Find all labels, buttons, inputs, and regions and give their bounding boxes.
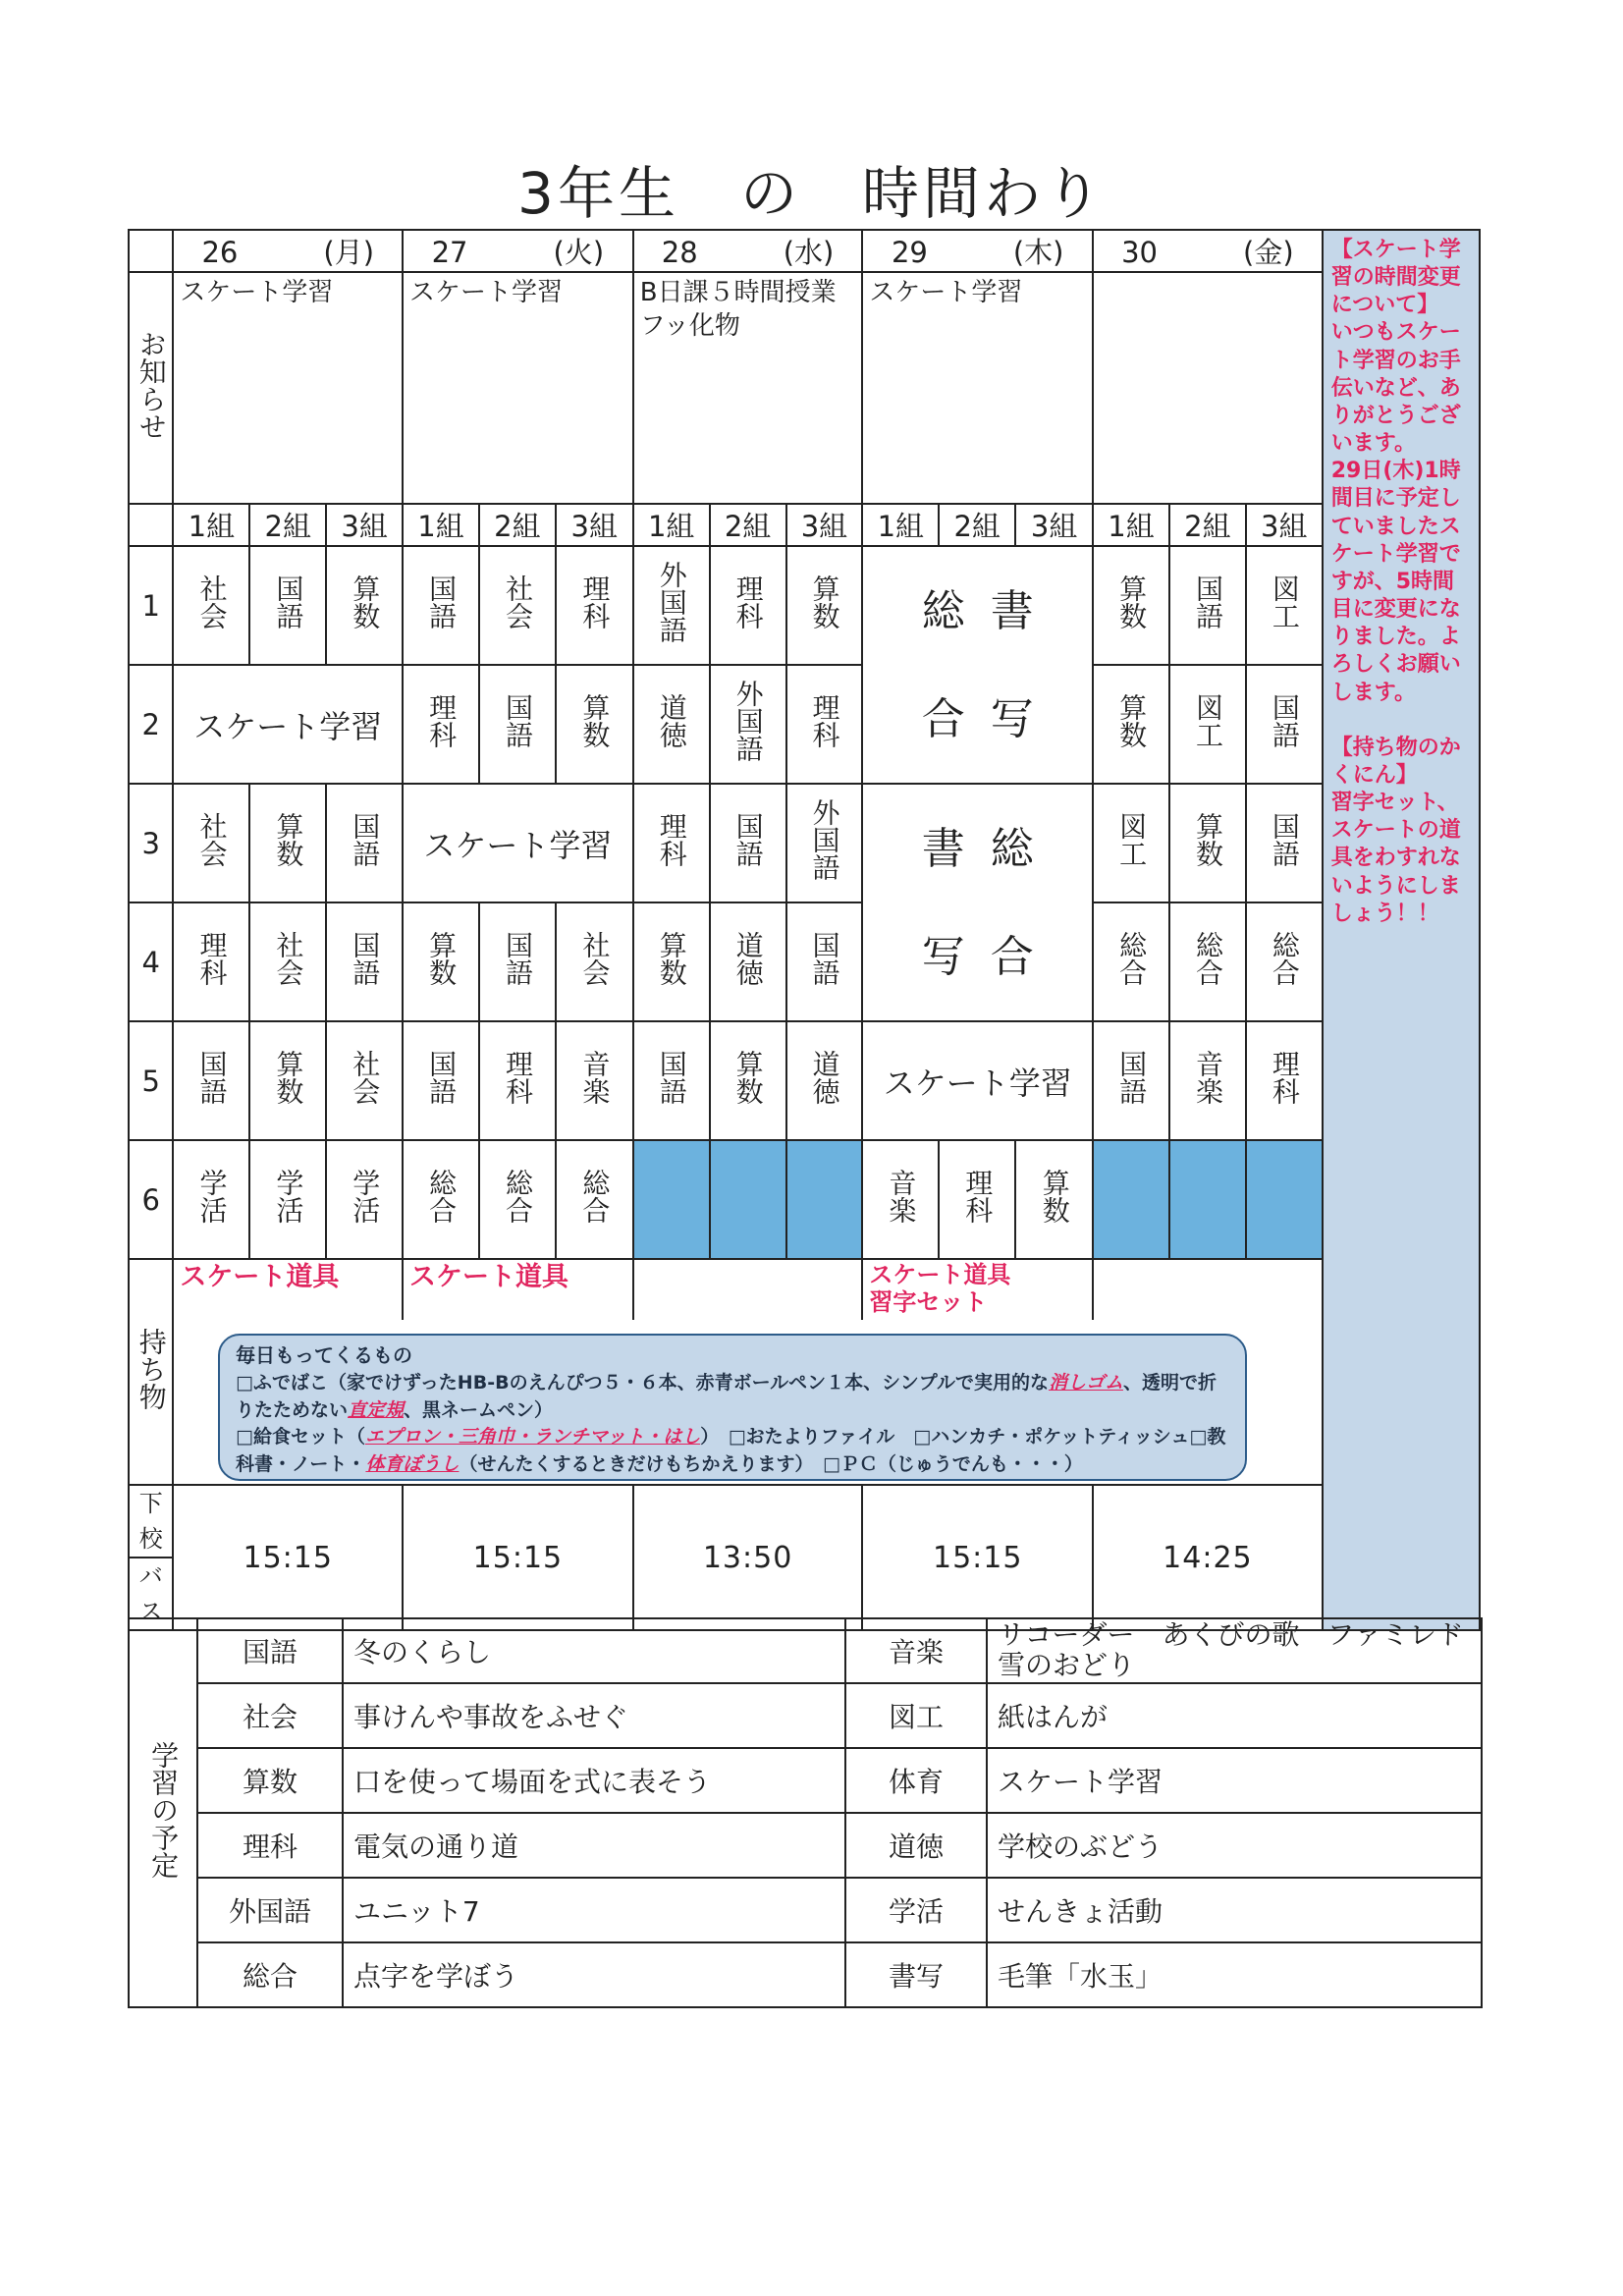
- subject-cell: 算数: [1038, 1169, 1071, 1224]
- subject-cell: 国語: [501, 693, 534, 748]
- subject-cell: 算数: [272, 1050, 305, 1105]
- period-number: 4: [129, 902, 173, 1021]
- merged-skate-cell: スケート学習: [862, 1021, 1093, 1140]
- daily-line-2: □給食セット（エプロン・三角巾・ランチマット・はし） □おたよりファイル □ハンカチ・ポケットティッシュ□教科書・ノート・体育ぼうし（せんたくするときだけもちかえります） □ＰＣ（じゅうでんも・・・）: [236, 1426, 1226, 1475]
- subject-cell: 国語: [1268, 812, 1301, 867]
- class-label: 2組: [1169, 504, 1246, 546]
- period-number: 5: [129, 1021, 173, 1140]
- items-tue: スケート道具: [403, 1259, 633, 1320]
- subject-cell: 道徳: [808, 1050, 841, 1105]
- subject-cell: 国語: [425, 574, 459, 629]
- day-header-row: [129, 230, 1480, 272]
- period-row: [129, 902, 1480, 1021]
- subject-cell: 図工: [1191, 693, 1224, 748]
- subject-cell: 社会: [195, 574, 229, 629]
- subject-cell: 算数: [578, 693, 612, 748]
- subject-cell: 総合: [1268, 931, 1301, 986]
- class-label: 3組: [786, 504, 863, 546]
- period-row: [129, 1140, 1480, 1259]
- subject-cell: 外国語: [731, 680, 765, 762]
- plan-content: 電気の通り道: [343, 1813, 845, 1878]
- class-label: 1組: [1093, 504, 1169, 546]
- plan-content: スケート学習: [987, 1748, 1482, 1813]
- notice-fri: [1093, 272, 1323, 504]
- plan-subject: 外国語: [197, 1878, 343, 1942]
- period-number: 6: [129, 1140, 173, 1259]
- side-note: 【スケート学習の時間変更について】 いつもスケート学習のお手伝いなど、ありがとうございます。 29日(木)1時間目に予定していましたスケート学習ですが、5時間目に変更になりました。よろしくお願いします。 【持ち物のかくにん】 習字セット、スケートの道具をわすれないようにしましょう！！: [1323, 230, 1480, 1630]
- page-title: 3年生 の 時間わり: [517, 160, 1106, 227]
- subject-cell: 算数: [1115, 693, 1149, 748]
- subject-cell: 音楽: [885, 1169, 918, 1224]
- dismissal-label: 下校 バス: [129, 1485, 173, 1630]
- notice-wed: B日課５時間授業 フッ化物: [633, 272, 863, 504]
- subject-cell: 算数: [349, 574, 382, 629]
- blank-cell: [786, 1140, 863, 1259]
- day-header: 26 (月): [173, 230, 403, 272]
- subject-cell: 算数: [655, 931, 688, 986]
- day-header: 29 (木): [862, 230, 1093, 272]
- subject-cell: 社会: [272, 931, 305, 986]
- subject-cell: 理科: [578, 574, 612, 629]
- items-row: [129, 1259, 1480, 1320]
- subject-cell: 学活: [195, 1169, 229, 1224]
- subject-cell: 国語: [1115, 1050, 1149, 1105]
- plan-content: 口を使って場面を式に表そう: [343, 1748, 845, 1813]
- class-label: 1組: [633, 504, 710, 546]
- subject-cell: 国語: [1191, 574, 1224, 629]
- day-header: 30 (金): [1093, 230, 1323, 272]
- subject-cell: 算数: [272, 812, 305, 867]
- merged-skate-cell: スケート学習: [173, 665, 403, 784]
- subject-cell: 国語: [655, 1050, 688, 1105]
- plan-subject: 算数: [197, 1748, 343, 1813]
- subject-cell: 総合: [501, 1169, 534, 1224]
- plan-subject: 総合: [197, 1942, 343, 2007]
- plan-subject: 道徳: [845, 1813, 987, 1878]
- subject-cell: 国語: [808, 931, 841, 986]
- subject-cell: 社会: [195, 812, 229, 867]
- subject-cell: 学活: [349, 1169, 382, 1224]
- subject-cell: 国語: [195, 1050, 229, 1105]
- subject-cell: 算数: [731, 1050, 765, 1105]
- thu-p12-merged: 総 合 書 写: [862, 546, 1093, 784]
- plan-subject: 国語: [197, 1618, 343, 1683]
- items-fri: [1093, 1259, 1323, 1320]
- plan-content: 紙はんが: [987, 1683, 1482, 1748]
- plan-subject: 図工: [845, 1683, 987, 1748]
- period-number: 3: [129, 784, 173, 902]
- subject-cell: 道徳: [731, 931, 765, 986]
- subject-cell: 理科: [1268, 1050, 1301, 1105]
- subject-cell: 社会: [501, 574, 534, 629]
- plan-subject: 書写: [845, 1942, 987, 2007]
- dismissal-row: [129, 1485, 1480, 1630]
- class-label: 2組: [939, 504, 1015, 546]
- subject-cell: 外国語: [808, 798, 841, 881]
- class-label: 2組: [479, 504, 556, 546]
- period-row: [129, 784, 1480, 902]
- subject-cell: 国語: [349, 812, 382, 867]
- items-label: 持ち物: [135, 1327, 168, 1410]
- subject-cell: 国語: [272, 574, 305, 629]
- plan-content: 点字を学ぼう: [343, 1942, 845, 2007]
- class-label: 3組: [1246, 504, 1323, 546]
- subject-cell: 理科: [195, 931, 229, 986]
- subject-cell: 算数: [1191, 812, 1224, 867]
- notice-label: お知らせ: [135, 329, 168, 440]
- notice-tue: スケート学習: [403, 272, 633, 504]
- thu-p34-merged: 書 写 総 合: [862, 784, 1093, 1021]
- subject-cell: 学活: [272, 1169, 305, 1224]
- class-label: 1組: [403, 504, 479, 546]
- blank-cell: [710, 1140, 786, 1259]
- plan-subject: 学活: [845, 1878, 987, 1942]
- period-row: [129, 665, 1480, 784]
- plan-content: 学校のぶどう: [987, 1813, 1482, 1878]
- plan-content: 冬のくらし: [343, 1618, 845, 1683]
- subject-cell: 音楽: [578, 1050, 612, 1105]
- subject-cell: 音楽: [1191, 1050, 1224, 1105]
- subject-cell: 総合: [1115, 931, 1149, 986]
- dismissal-time: 13:50: [633, 1485, 863, 1630]
- period-row: [129, 546, 1480, 665]
- plan-subject: 理科: [197, 1813, 343, 1878]
- period-number: 2: [129, 665, 173, 784]
- notice-mon: スケート学習: [173, 272, 403, 504]
- subject-cell: 国語: [731, 812, 765, 867]
- subject-cell: 理科: [501, 1050, 534, 1105]
- plan-content: 毛筆「水玉」: [987, 1942, 1482, 2007]
- subject-cell: 社会: [349, 1050, 382, 1105]
- subject-cell: 総合: [425, 1169, 459, 1224]
- subject-cell: 国語: [501, 931, 534, 986]
- blank-cell: [1169, 1140, 1246, 1259]
- class-label: 1組: [173, 504, 249, 546]
- study-plan-label: 学習の予定: [147, 1740, 181, 1879]
- subject-cell: 算数: [425, 931, 459, 986]
- day-header: 28 (水): [633, 230, 863, 272]
- subject-cell: 外国語: [655, 561, 688, 643]
- plan-content: せんきょ活動: [987, 1878, 1482, 1942]
- subject-cell: 道徳: [655, 693, 688, 748]
- subject-cell: 理科: [425, 693, 459, 748]
- daily-items-box: [218, 1334, 1247, 1481]
- blank-cell: [633, 1140, 710, 1259]
- plan-content: リコーダー あくびの歌 ファミレド 雪のおどり: [987, 1618, 1482, 1683]
- subject-cell: 社会: [578, 931, 612, 986]
- subject-cell: 図工: [1268, 574, 1301, 629]
- class-label: 2組: [249, 504, 326, 546]
- notice-thu: スケート学習: [862, 272, 1093, 504]
- class-label: 2組: [710, 504, 786, 546]
- subject-cell: 算数: [1115, 574, 1149, 629]
- plan-subject: 音楽: [845, 1618, 987, 1683]
- subject-cell: 国語: [425, 1050, 459, 1105]
- subject-cell: 総合: [578, 1169, 612, 1224]
- plan-content: 事けんや事故をふせぐ: [343, 1683, 845, 1748]
- plan-content: ユニット7: [343, 1878, 845, 1942]
- period-row: [129, 1021, 1480, 1140]
- class-label: 1組: [862, 504, 939, 546]
- subject-cell: 図工: [1115, 812, 1149, 867]
- subject-cell: 理科: [961, 1169, 995, 1224]
- subject-cell: 理科: [731, 574, 765, 629]
- subject-cell: 算数: [808, 574, 841, 629]
- notice-row: [129, 272, 1480, 504]
- subject-cell: 国語: [349, 931, 382, 986]
- plan-subject: 社会: [197, 1683, 343, 1748]
- class-label: 3組: [556, 504, 633, 546]
- items-thu: スケート道具 習字セット: [862, 1259, 1093, 1320]
- class-label: 3組: [1015, 504, 1093, 546]
- day-header: 27 (火): [403, 230, 633, 272]
- dismissal-time: 15:15: [403, 1485, 633, 1630]
- subject-cell: 国語: [1268, 693, 1301, 748]
- plan-subject: 体育: [845, 1748, 987, 1813]
- blank-cell: [1093, 1140, 1169, 1259]
- subject-cell: 理科: [808, 693, 841, 748]
- items-wed: [633, 1259, 863, 1320]
- class-label: 3組: [326, 504, 403, 546]
- subject-cell: 総合: [1191, 931, 1224, 986]
- dismissal-time: 14:25: [1093, 1485, 1323, 1630]
- period-number: 1: [129, 546, 173, 665]
- items-mon: スケート道具: [173, 1259, 403, 1320]
- study-plan-table: [128, 1617, 1483, 2008]
- daily-line-1: □ふでばこ（家でけずったHB-Bのえんぴつ５・６本、赤青ボールペン１本、シンプルで実用的な消しゴム、透明で折りたためない直定規、黒ネームペン）: [236, 1372, 1217, 1421]
- subject-cell: 理科: [655, 812, 688, 867]
- dismissal-time: 15:15: [862, 1485, 1093, 1630]
- class-header-row: [129, 504, 1480, 546]
- blank-cell: [1246, 1140, 1323, 1259]
- daily-heading: 毎日もってくるもの: [236, 1343, 412, 1367]
- merged-skate-cell: スケート学習: [403, 784, 633, 902]
- dismissal-time: 15:15: [173, 1485, 403, 1630]
